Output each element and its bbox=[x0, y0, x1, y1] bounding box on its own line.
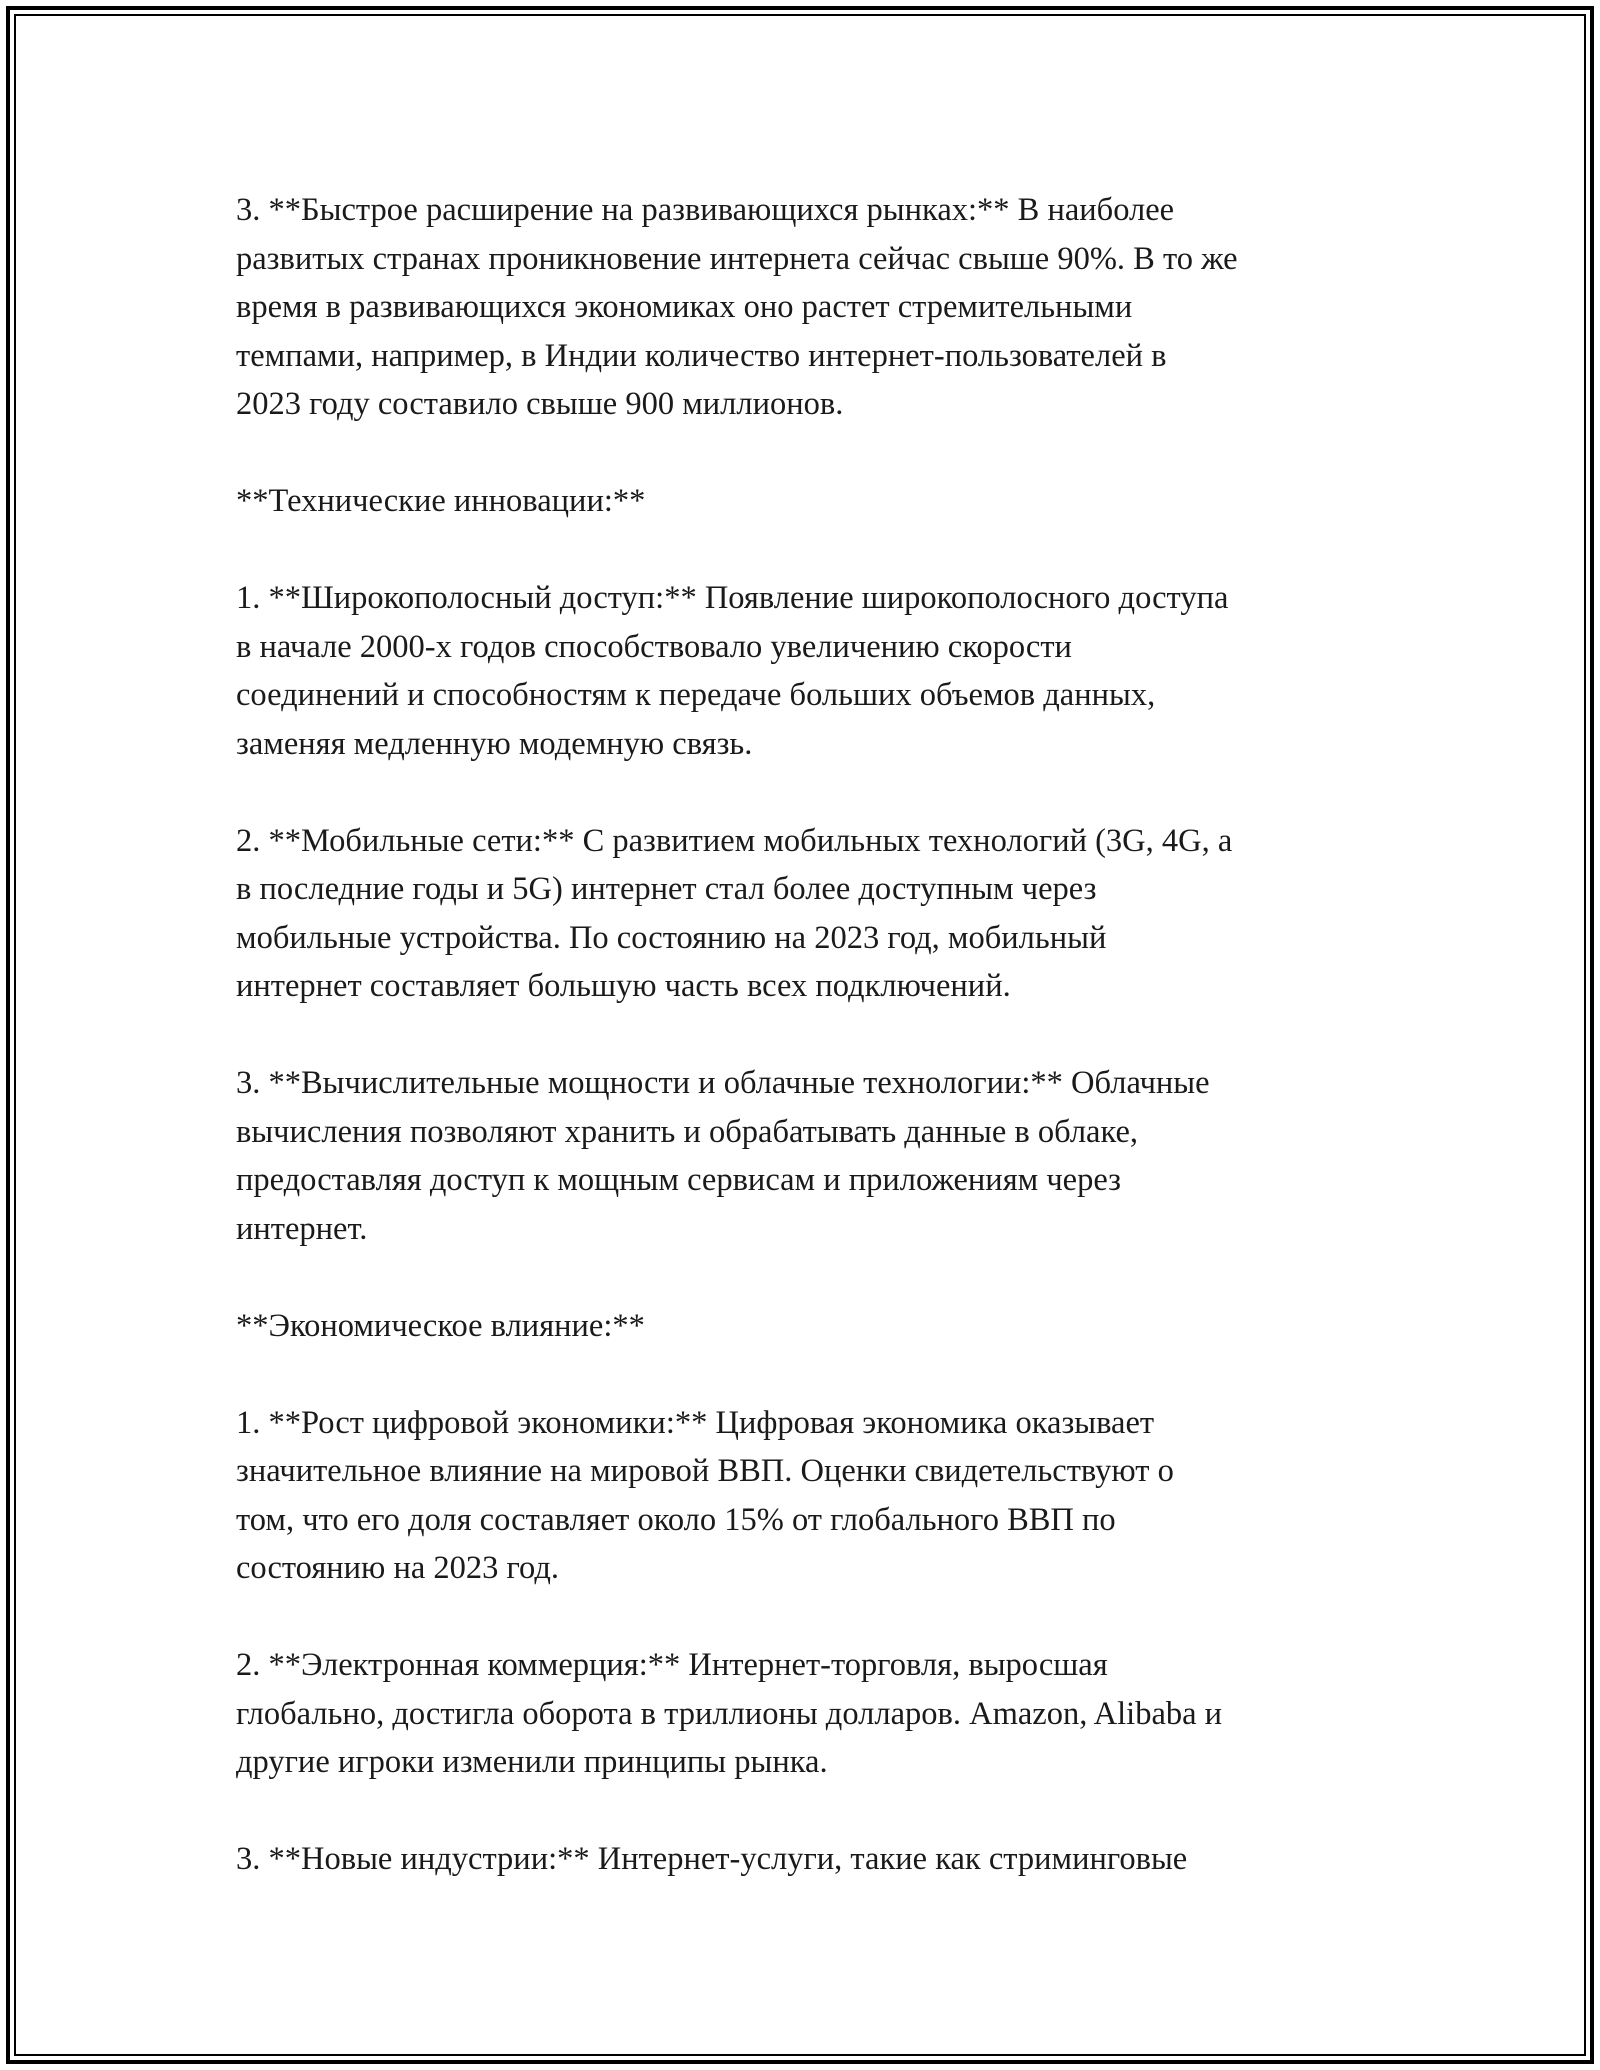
text-line: мобильные устройства. По состоянию на 2023 год, мобильный bbox=[236, 919, 1107, 956]
text-line: 3. **Быстрое расширение на развивающихся рынках:** В наиболее bbox=[236, 192, 1175, 228]
text-line: том, что его доля составляет около 15% от глобального ВВП по bbox=[236, 1501, 1116, 1538]
text-line: развитых странах проникновение интернета сейчас свыше 90%. В то же bbox=[236, 240, 1238, 277]
paragraph-ecommerce bbox=[236, 1641, 1386, 1787]
paragraph-emerging-markets bbox=[236, 186, 1386, 429]
text-line: значительное влияние на мировой ВВП. Оценки свидетельствуют о bbox=[236, 1453, 1174, 1489]
text-line: в начале 2000-х годов способствовало увеличению скорости bbox=[236, 628, 1072, 665]
text-line: заменяя медленную модемную связь. bbox=[236, 725, 753, 762]
text-line: соединений и способностям к передаче больших объемов данных, bbox=[236, 677, 1156, 713]
text-line: 3. **Вычислительные мощности и облачные технологии:** Облачные bbox=[236, 1065, 1210, 1101]
document-body bbox=[236, 186, 1386, 1932]
text-line: глобально, достигла оборота в триллионы долларов. Amazon, Alibaba и bbox=[236, 1695, 1223, 1732]
section-heading-tech-innovations bbox=[236, 477, 1386, 526]
paragraph-new-industries bbox=[236, 1835, 1386, 1884]
text-line: состоянию на 2023 год. bbox=[236, 1550, 560, 1586]
text-line: 2. **Электронная коммерция:** Интернет-торговля, выросшая bbox=[236, 1647, 1108, 1683]
text-line: 2023 году составило свыше 900 миллионов. bbox=[236, 386, 844, 422]
text-line: другие игроки изменили принципы рынка. bbox=[236, 1744, 828, 1780]
paragraph-broadband bbox=[236, 574, 1386, 768]
text-line: темпами, например, в Индии количество интернет-пользователей в bbox=[236, 337, 1167, 374]
text-line: 1. **Рост цифровой экономики:** Цифровая экономика оказывает bbox=[236, 1404, 1155, 1441]
text-line: 1. **Широкополосный доступ:** Появление широкополосного доступа bbox=[236, 580, 1229, 616]
text-line: 3. **Новые индустрии:** Интернет-услуги, такие как стриминговые bbox=[236, 1841, 1188, 1877]
text-line: время в развивающихся экономиках оно растет стремительными bbox=[236, 289, 1133, 325]
text-line: в последние годы и 5G) интернет стал более доступным через bbox=[236, 871, 1097, 907]
paragraph-digital-economy bbox=[236, 1399, 1386, 1593]
text-line: вычисления позволяют хранить и обрабатывать данные в облаке, bbox=[236, 1113, 1139, 1150]
heading-text: **Технические инновации:** bbox=[236, 483, 646, 519]
text-line: интернет. bbox=[236, 1210, 368, 1247]
paragraph-mobile-networks bbox=[236, 817, 1386, 1011]
text-line: предоставляя доступ к мощным сервисам и приложениям через bbox=[236, 1162, 1122, 1198]
section-heading-economic-impact bbox=[236, 1302, 1386, 1351]
text-line: интернет составляет большую часть всех подключений. bbox=[236, 968, 1011, 1004]
heading-text: **Экономическое влияние:** bbox=[236, 1307, 645, 1344]
text-line: 2. **Мобильные сети:** С развитием мобильных технологий (3G, 4G, а bbox=[236, 822, 1233, 859]
paragraph-cloud-computing bbox=[236, 1059, 1386, 1253]
